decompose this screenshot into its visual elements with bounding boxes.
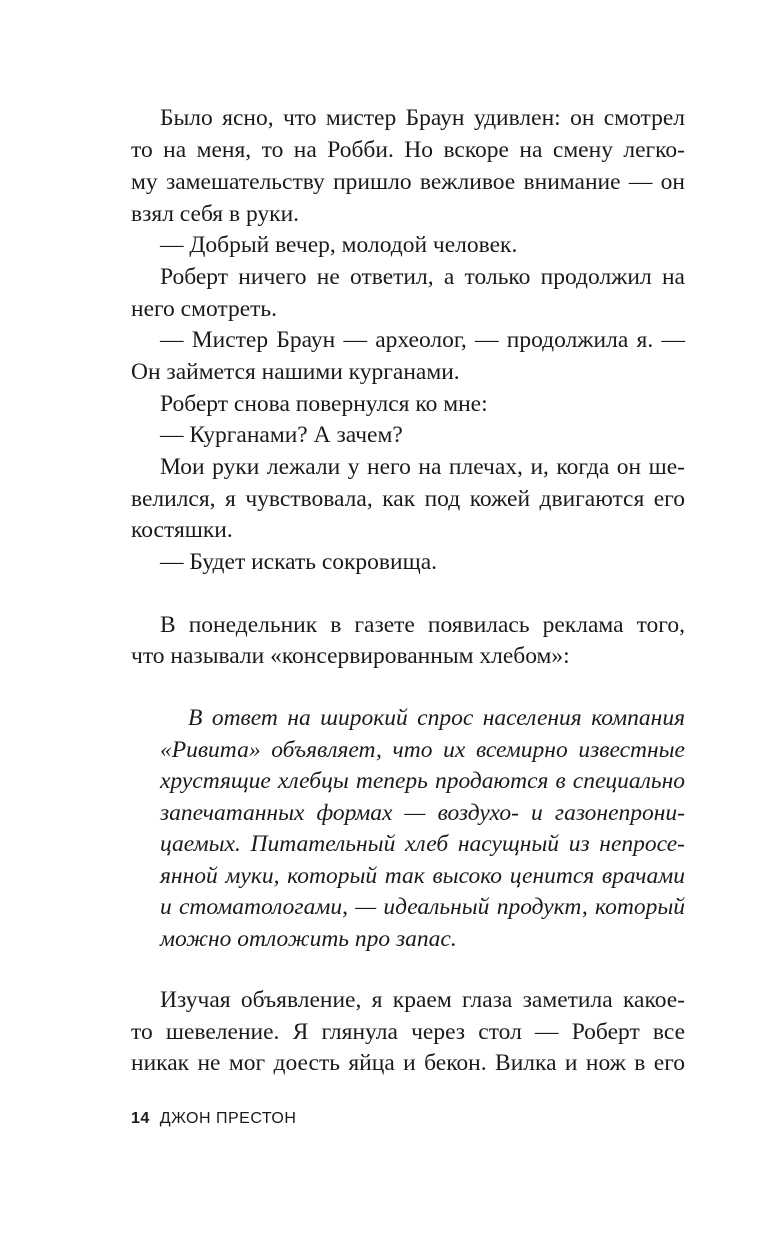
page-footer (131, 1110, 296, 1128)
text-line: никак не мог доесть яйца и бекон. Вилка и нож в его (131, 1050, 685, 1076)
text-line: — Мистер Браун — археолог, — продолжила я. — (160, 327, 685, 353)
text-line: Роберт ничего не ответил, а только продолжил на (160, 264, 685, 290)
text-line: В ответ на широкий спрос населения компания (188, 705, 685, 731)
text-line: Было ясно, что мистер Браун удивлен: он смотрел (160, 105, 685, 131)
text-line: Он займется нашими курганами. (131, 359, 460, 385)
text-line: него смотреть. (131, 296, 278, 322)
text-line: — Курганами? А зачем? (160, 422, 403, 448)
text-line: цаемых. Питательный хлеб насущный из непросе- (160, 831, 685, 857)
text-line: В понедельник в газете появилась реклама того, (160, 612, 685, 638)
text-line: взял себя в руки. (131, 201, 300, 227)
text-line: хрустящие хлебцы теперь продаются в специально (160, 768, 685, 794)
text-line: Мои руки лежали у него на плечах, и, когда он ше- (160, 454, 685, 480)
text-line: янной муки, который так высоко ценится врачами (160, 863, 685, 889)
text-line: Изучая объявление, я краем глаза заметила какое- (160, 987, 685, 1013)
text-line: «Ривита» объявляет, что их всемирно известные (160, 737, 685, 763)
text-line: запечатанных формах — воздухо- и газонепрони- (160, 800, 685, 826)
page-number: 14 (131, 1110, 150, 1127)
text-line: что называли «консервированным хлебом»: (131, 643, 570, 669)
text-line: Роберт снова повернулся ко мне: (160, 391, 488, 417)
running-author: ДЖОН ПРЕСТОН (159, 1110, 297, 1127)
text-line: — Будет искать сокровища. (160, 549, 438, 575)
text-line: му замешательству пришло вежливое внимание — он (131, 169, 685, 195)
text-line: то шевеление. Я глянула через стол — Роберт все (131, 1019, 685, 1045)
text-line: — Добрый вечер, молодой человек. (160, 232, 518, 258)
text-line: и стоматологами, — идеальный продукт, который (160, 894, 685, 920)
text-line: костяшки. (131, 517, 233, 543)
text-line: можно отложить про запас. (160, 926, 457, 952)
text-line: велился, я чувствовала, как под кожей двигаются его (131, 486, 685, 512)
text-line: то на меня, то на Робби. Но вскоре на смену легко- (131, 137, 685, 163)
